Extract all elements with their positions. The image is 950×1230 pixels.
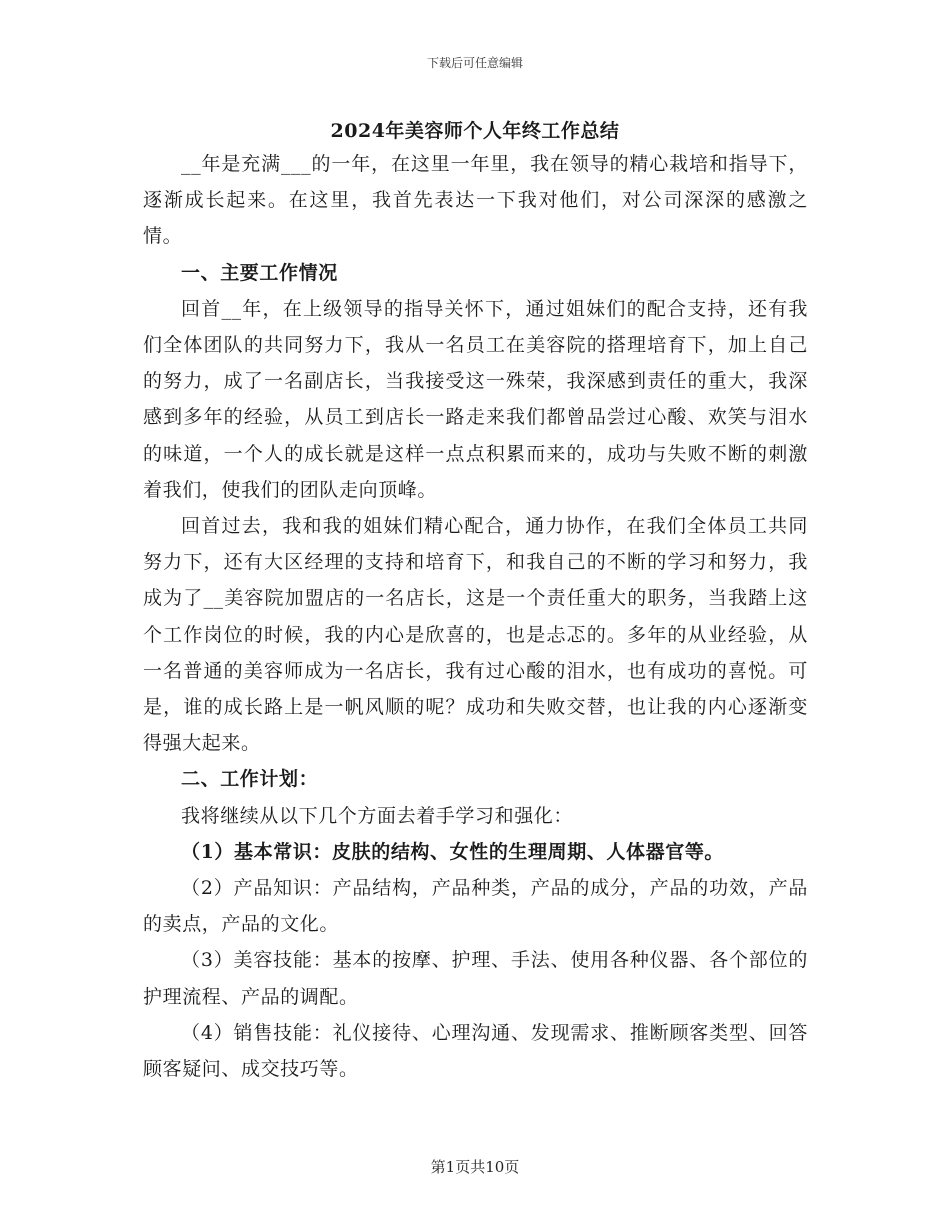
plan-item-sales-skills: （4）销售技能：礼仪接待、心理沟通、发现需求、推断顾客类型、回答顾客疑问、成交技巧等。 (143, 1021, 808, 1081)
paragraph-intro: __年是充满___的一年，在这里一年里，我在领导的精心栽培和指导下，逐渐成长起来。在这里，我首先表达一下我对他们，对公司深深的感激之情。 (143, 153, 808, 248)
document-body (143, 146, 808, 1087)
paragraph-plan-intro: 我将继续从以下几个方面去着手学习和强化： (181, 804, 574, 827)
paragraph-review-year: 回首__年，在上级领导的指导关怀下，通过姐妹们的配合支持，还有我们全体团队的共同努力下，我从一名员工在美容院的搭理培育下，加上自己的努力，成了一名副店长，当我接受这一殊荣，我深感到责任的重大，我深感到多年的经验，从员工到店长一路走来我们都曾品尝过心酸、欢笑与泪水的味道，一个人的成长就是这样一点点积累而来的，成功与失败不断的刺激着我们，使我们的团队走向顶峰。 (143, 297, 808, 501)
paragraph-review-past: 回首过去，我和我的姐妹们精心配合，通力协作，在我们全体员工共同努力下，还有大区经理的支持和培育下，和我自己的不断的学习和努力，我成为了__美容院加盟店的一名店长，这是一个责任重大的职务，当我踏上这个工作岗位的时候，我的内心是欣喜的，也是忐忑的。多年的从业经验，从一名普通的美容师成为一名店长，我有过心酸的泪水，也有成功的喜悦。可是，谁的成长路上是一帆风顺的呢？成功和失败交替，也让我的内心逐渐变得强大起来。 (143, 515, 808, 755)
page-footer: 第1页共10页 (430, 1158, 520, 1176)
section-heading-work-plan: 二、工作计划： (181, 768, 319, 791)
document-title: 2024年美容师个人年终工作总结 (330, 120, 620, 142)
plan-item-product-knowledge: （2）产品知识：产品结构，产品种类，产品的成分，产品的功效，产品的卖点，产品的文化。 (143, 877, 808, 936)
section-heading-main-work: 一、主要工作情况 (181, 261, 338, 284)
plan-item-beauty-skills: （3）美容技能：基本的按摩、护理、手法、使用各种仪器、各个部位的护理流程、产品的调配。 (143, 949, 808, 1008)
plan-item-basic-knowledge: （1）基本常识：皮肤的结构、女性的生理周期、人体器官等。 (181, 840, 725, 863)
header-note: 下载后可任意编辑 (426, 56, 523, 70)
